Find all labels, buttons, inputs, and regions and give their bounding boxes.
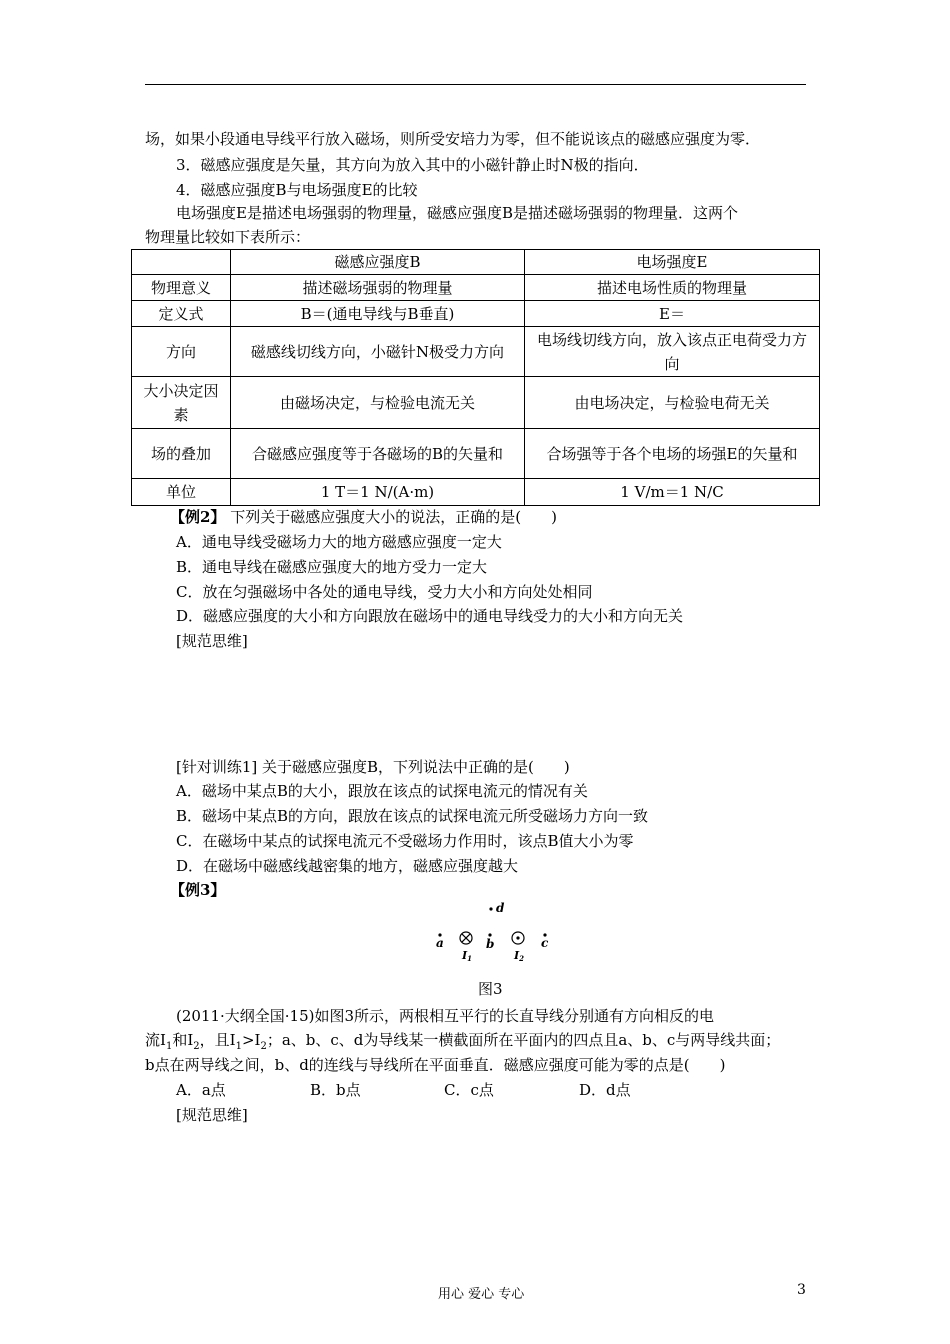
table-row: [132, 275, 820, 301]
row-label: 单位: [132, 479, 231, 506]
cell-e: 1 V/m＝1 N/C: [525, 479, 820, 506]
current-i1-label: I1: [462, 949, 473, 963]
training-1-question: 关于磁感应强度B，下列说法中正确的是( ): [262, 758, 570, 776]
row-label: 物理意义: [132, 275, 231, 301]
example-3-option-c: C．c点: [444, 1081, 494, 1099]
example-2-option-a: A．通电导线受磁场力大的地方磁感应强度一定大: [176, 533, 502, 551]
table-header-cell: [132, 250, 231, 275]
example-3-option-b: B．b点: [310, 1081, 361, 1099]
table-row: [132, 377, 820, 429]
training-1-option-b: B．磁场中某点B的方向，跟放在该点的试探电流元所受磁场力方向一致: [176, 807, 649, 825]
example-3-option-a: A．a点: [176, 1081, 226, 1099]
point-a-label: a: [436, 936, 444, 950]
point-b-label: b: [486, 937, 495, 951]
training-1-option-d: D．在磁场中磁感线越密集的地方，磁感应强度越大: [176, 857, 519, 875]
example-2-option-b: B．通电导线在磁感应强度大的地方受力一定大: [176, 558, 488, 576]
cell-b: 1 T＝1 N/(A·m): [231, 479, 525, 506]
cell-e: 描述电场性质的物理量: [525, 275, 820, 301]
row-label: 场的叠加: [132, 429, 231, 479]
training-1: [176, 757, 570, 777]
page-number: 3: [797, 1282, 806, 1298]
cell-b: 合磁感应强度等于各磁场的B的矢量和: [231, 429, 525, 479]
cell-b: B＝(通电导线与B垂直): [231, 301, 525, 327]
cell-e: 电场线切线方向，放入该点正电荷受力方向: [525, 327, 820, 377]
example-2: [170, 507, 557, 527]
training-1-option-a: A．磁场中某点B的大小，跟放在该点的试探电流元的情况有关: [176, 782, 588, 800]
table-header-row: [132, 250, 820, 275]
intro-line-1: 场，如果小段通电导线平行放入磁场，则所受安培力为零，但不能说该点的磁感应强度为零．: [145, 130, 761, 148]
table-row: [132, 327, 820, 377]
table-row: [132, 429, 820, 479]
intro-line-4: 电场强度E是描述电场强弱的物理量，磁感应强度B是描述磁场强弱的物理量．这两个: [176, 204, 738, 222]
table-header-cell: 磁感应强度B: [231, 250, 525, 275]
intro-line-3: 4．磁感应强度B与电场强度E的比较: [176, 181, 418, 199]
example-2-question: 下列关于磁感应强度大小的说法，正确的是( ): [230, 508, 557, 526]
example-3-title: 【例3】: [170, 881, 226, 899]
example-3-text-1: (2011·大纲全国·15)如图3所示，两根相互平行的长直导线分别通有方向相反的电: [176, 1007, 715, 1025]
row-label: 方向: [132, 327, 231, 377]
figure-3-caption: 图3: [478, 980, 503, 998]
figure-3-diagram: [430, 897, 560, 967]
cell-e: 由电场决定，与检验电荷无关: [525, 377, 820, 429]
intro-line-5: 物理量比较如下表所示：: [145, 228, 311, 246]
table-row: [132, 301, 820, 327]
example-3-text-2: 流$I_1$和$I_2$，且$I_1>I_2$；a、b、c、d为导线某一横截面所在平面内的四点且a、b、c与两导线共面；: [145, 1031, 781, 1052]
example-2-option-c: C．放在匀强磁场中各处的通电导线，受力大小和方向处处相同: [176, 583, 593, 601]
intro-line-2: 3．磁感应强度是矢量，其方向为放入其中的小磁针静止时N极的指向．: [176, 156, 649, 174]
training-1-option-c: C．在磁场中某点的试探电流元不受磁场力作用时，该点B值大小为零: [176, 832, 634, 850]
cell-b: 由磁场决定，与检验电流无关: [231, 377, 525, 429]
example-3-text-3: b点在两导线之间，b、d的连线与导线所在平面垂直．磁感应强度可能为零的点是( ): [145, 1056, 726, 1074]
row-label: 定义式: [132, 301, 231, 327]
wire-out-of-page-icon: [512, 932, 524, 944]
comparison-table: [131, 249, 820, 506]
current-i2-label: I2: [514, 949, 525, 963]
cell-b: 描述磁场强弱的物理量: [231, 275, 525, 301]
cell-e: E＝: [525, 301, 820, 327]
training-1-title: [针对训练1]: [176, 758, 258, 776]
header-rule: [145, 84, 806, 85]
example-2-option-d: D．磁感应强度的大小和方向跟放在磁场中的通电导线受力的大小和方向无关: [176, 607, 684, 625]
example-3-thinking: [规范思维]: [176, 1106, 248, 1124]
example-2-title: 【例2】: [170, 508, 226, 526]
point-d-label: d: [496, 901, 505, 915]
point-c-label: c: [541, 936, 549, 950]
table-header-cell: 电场强度E: [525, 250, 820, 275]
footer-slogan: 用心 爱心 专心: [438, 1287, 525, 1302]
point-d-dot: [489, 907, 492, 910]
row-label: 大小决定因素: [132, 377, 231, 429]
example-2-thinking: [规范思维]: [176, 632, 248, 650]
table-row: [132, 479, 820, 506]
cell-b: 磁感线切线方向，小磁针N极受力方向: [231, 327, 525, 377]
example-3-option-d: D．d点: [579, 1081, 631, 1099]
cell-e: 合场强等于各个电场的场强E的矢量和: [525, 429, 820, 479]
wire-into-page-icon: [460, 932, 472, 944]
